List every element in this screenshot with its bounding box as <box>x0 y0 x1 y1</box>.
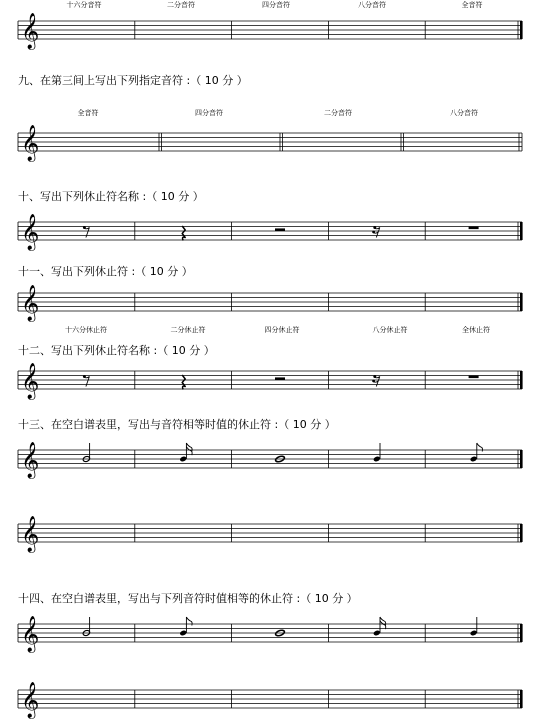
treble-clef-icon: 𝄞 <box>21 213 40 250</box>
treble-clef-icon: 𝄞 <box>21 124 40 161</box>
note-name-label: 十六分音符 <box>66 1 102 9</box>
question-title: 十三、在空白谱表里，写出与音符相等时值的休止符 :（ 10 分 ） <box>18 418 336 431</box>
rest-name-label: 四分休止符 <box>264 326 300 334</box>
note-name-label: 二分音符 <box>167 1 195 9</box>
note-name-label: 四分音符 <box>262 1 290 9</box>
treble-clef-icon: 𝄞 <box>21 681 40 718</box>
final-barline <box>520 690 523 708</box>
rest-name-label: 全休止符 <box>462 326 490 334</box>
question-title: 十、写出下列休止符名称 :（ 10 分 ） <box>18 190 204 203</box>
treble-clef-icon: 𝄞 <box>21 515 40 552</box>
treble-clef-icon: 𝄞 <box>21 615 40 652</box>
treble-clef-icon: 𝄞 <box>21 12 40 49</box>
staff-group <box>18 682 523 719</box>
rest-name-label: 二分休止符 <box>170 326 206 334</box>
note-name-label: 全音符 <box>461 1 483 9</box>
treble-clef-icon: 𝄞 <box>21 441 40 478</box>
note-name-label: 八分音符 <box>358 1 386 9</box>
note-name-label: 二分音符 <box>324 109 352 117</box>
note-name-label: 四分音符 <box>195 109 223 117</box>
question-title: 十四、在空白谱表里，写出与下列音符时值相等的休止符 :（ 10 分 ） <box>18 592 358 605</box>
question-title: 十一、写出下列休止符 :（ 10 分 ） <box>18 265 193 278</box>
rest-name-label: 十六分休止符 <box>65 326 107 334</box>
treble-clef-icon: 𝄞 <box>21 284 40 321</box>
question-title: 九、在第三间上写出下列指定音符 :（ 10 分 ） <box>18 74 248 87</box>
note-name-label: 八分音符 <box>450 109 478 117</box>
treble-clef-icon: 𝄞 <box>21 362 40 399</box>
rest-name-label: 八分休止符 <box>372 326 408 334</box>
question-title: 十二、写出下列休止符名称 :（ 10 分 ） <box>18 344 215 357</box>
note-name-label: 全音符 <box>77 109 99 117</box>
